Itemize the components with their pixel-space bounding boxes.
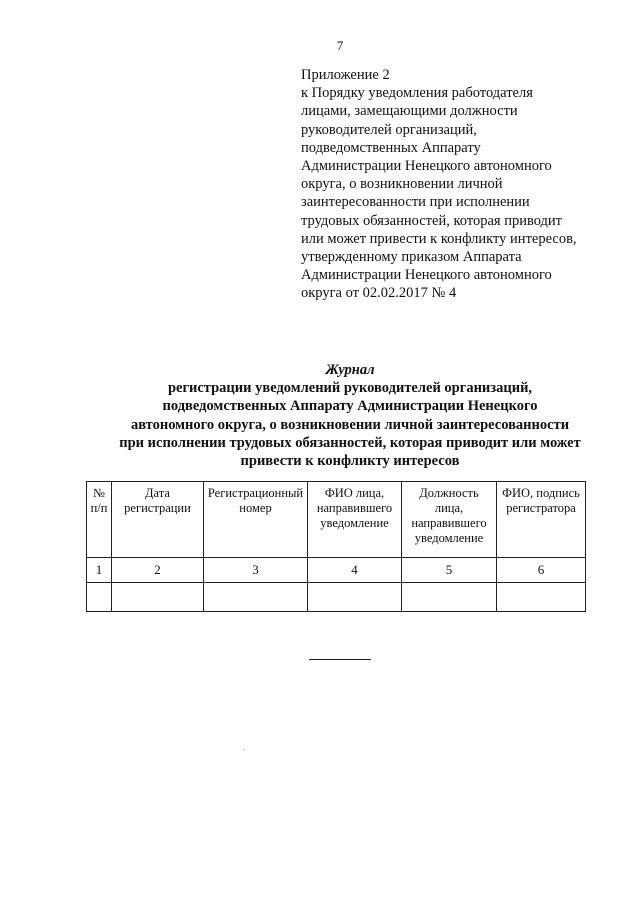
- column-number-cell: 6: [497, 558, 586, 583]
- column-number-cell: 2: [112, 558, 204, 583]
- journal-subtitle-line: подведомственных Аппарату Администрации Ненецкого: [162, 398, 538, 415]
- journal-subtitle-line: регистрации уведомлений руководителей организаций,: [167, 380, 533, 397]
- empty-cell: [87, 583, 112, 612]
- header-sender-name: ФИО лица, направившего уведомление: [308, 482, 402, 558]
- appendix-line: округа от 02.02.2017 № 4: [301, 285, 457, 302]
- column-number-cell: 5: [402, 558, 497, 583]
- journal-subtitle-line: привести к конфликту интересов: [240, 453, 460, 470]
- journal-table: [86, 481, 586, 612]
- page-number: 7: [336, 38, 344, 53]
- end-divider: [309, 659, 371, 660]
- header-registration-date: Дата регистрации: [112, 482, 204, 558]
- empty-cell: [204, 583, 308, 612]
- appendix-line: к Порядку уведомления работодателя: [301, 85, 533, 102]
- header-registrar-signature: ФИО, подпись регистратора: [497, 482, 586, 558]
- header-number: № п/п: [87, 482, 112, 558]
- appendix-line: руководителей организаций,: [301, 121, 477, 138]
- journal-title: Журнал: [325, 362, 375, 378]
- column-number-cell: 4: [308, 558, 402, 583]
- table-row: [87, 558, 586, 583]
- header-registration-number: Регистрационный номер: [204, 482, 308, 558]
- appendix-line: Приложение 2: [301, 67, 390, 83]
- appendix-line: подведомственных Аппарату: [301, 139, 481, 156]
- journal-subtitle-line: автономного округа, о возникновении личной заинтересованности: [130, 416, 570, 433]
- header-sender-position: Должность лица, направившего уведомление: [402, 482, 497, 558]
- journal-title-block: [60, 361, 640, 470]
- appendix-line: или может привести к конфликту интересов,: [301, 230, 577, 247]
- appendix-line: заинтересованности при исполнении: [301, 194, 530, 211]
- table-row: [87, 583, 586, 612]
- empty-cell: [402, 583, 497, 612]
- scan-speck: [243, 749, 244, 750]
- appendix-line: лицами, замещающими должности: [301, 103, 518, 120]
- appendix-line: округа, о возникновении личной: [301, 176, 503, 193]
- column-number-cell: 1: [87, 558, 112, 583]
- appendix-line: утвержденному приказом Аппарата: [301, 249, 522, 266]
- journal-subtitle-line: при исполнении трудовых обязанностей, которая приводит или может: [119, 434, 581, 451]
- appendix-line: Администрации Ненецкого автономного: [301, 158, 552, 175]
- appendix-line: Администрации Ненецкого автономного: [301, 267, 552, 284]
- empty-cell: [308, 583, 402, 612]
- appendix-line: трудовых обязанностей, которая приводит: [301, 212, 563, 229]
- table-header-row: [87, 482, 586, 558]
- empty-cell: [497, 583, 586, 612]
- column-number-cell: 3: [204, 558, 308, 583]
- appendix-note: [301, 66, 621, 303]
- empty-cell: [112, 583, 204, 612]
